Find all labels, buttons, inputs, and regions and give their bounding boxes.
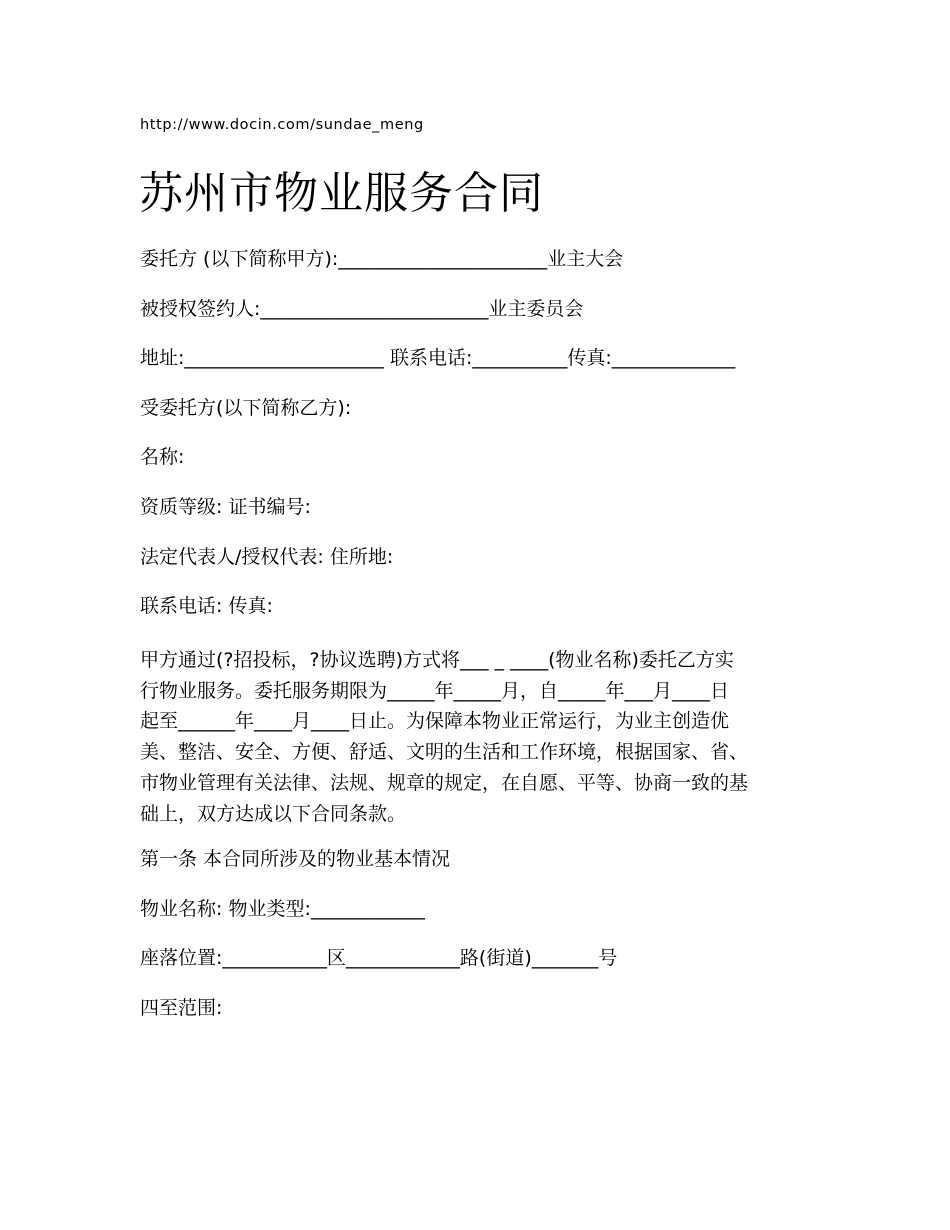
contact-line: 联系电话: 传真: [140, 595, 273, 617]
location-line: 座落位置:___________区____________路(街道)_______号 [140, 947, 618, 969]
source-url: http://www.docin.com/sundae_meng [140, 117, 424, 133]
page-title: 苏州市物业服务合同 [139, 168, 544, 219]
party-b-line: 受委托方(以下简称乙方): [140, 397, 352, 419]
party-a-line: 委托方 (以下简称甲方):______________________业主大会 [140, 248, 624, 270]
legal-rep-line: 法定代表人/授权代表: 住所地: [140, 546, 394, 568]
authorized-signer-line: 被授权签约人:________________________业主委员会 [140, 298, 584, 320]
qualification-line: 资质等级: 证书编号: [140, 496, 311, 518]
address-line: 地址:_____________________ 联系电话:__________传真:_____________ [140, 347, 736, 369]
intro-paragraph: 甲方通过(?招投标，?协议选聘)方式将___ _ ____(物业名称)委托乙方实 行物业服务。委托服务期限为_____年_____月，自_____年___月____日 起至______年____月____日止。为保障本物业正常运行，为业主创造优 美、整洁、安全、方便、舒适、文明的生活和工作环境，根据国家、省、 市物业管理有关法律、法规、规章的规定，在自愿、平等、协商一致的基 础上，双方达成以下合同条款。 [140, 649, 749, 825]
article-1-heading: 第一条 本合同所涉及的物业基本情况 [140, 848, 451, 870]
property-name-type-line: 物业名称: 物业类型:____________ [140, 898, 425, 920]
name-line: 名称: [140, 446, 185, 468]
boundaries-line: 四至范围: [140, 997, 223, 1019]
